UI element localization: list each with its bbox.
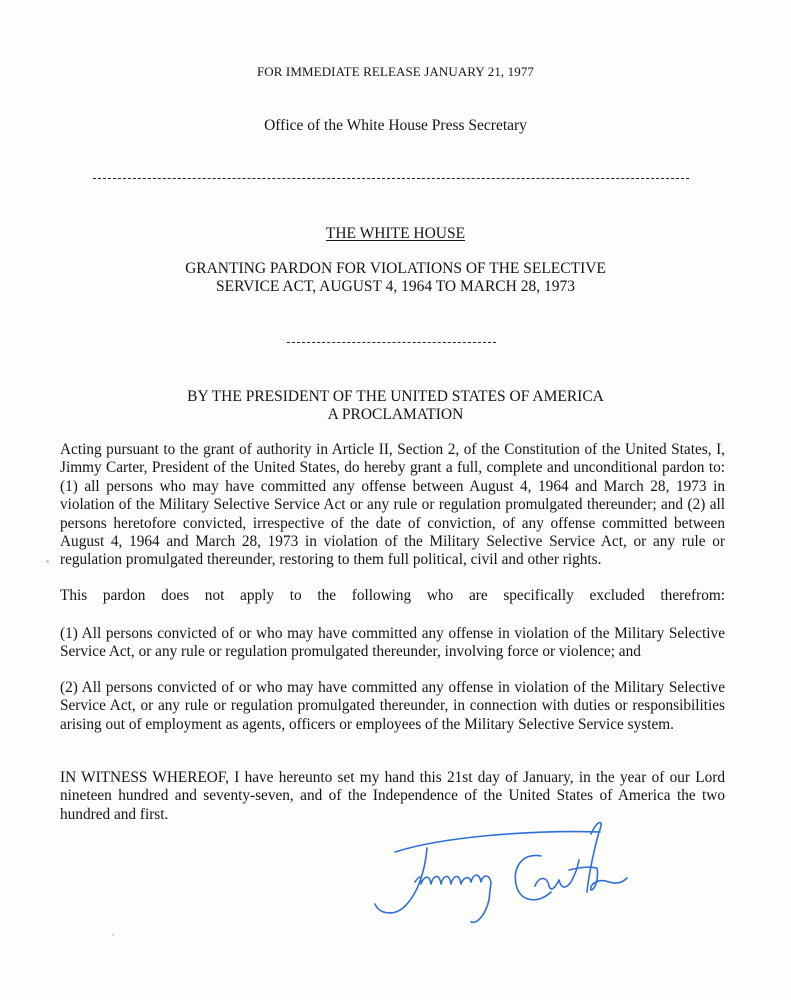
exclusion-intro-paragraph: This pardon does not apply to the following who are specifically excluded therefrom: bbox=[60, 587, 725, 604]
signature-image bbox=[365, 812, 645, 932]
release-line: FOR IMMEDIATE RELEASE JANUARY 21, 1977 bbox=[256, 64, 535, 79]
office-line: Office of the White House Press Secretary bbox=[264, 117, 527, 134]
pardon-paragraph: Acting pursuant to the grant of authority in Article II, Section 2, of the Constitution of the United States, I, Jimmy Carter, President of the United States, do hereby grant a full, complete and unconditional pardon to: (1) all persons who may have committed any offense between August 4, 1964 and March 28, 1973 in violation of the Military Selective Service Act or any rule or regulation promulgated thereunder; and (2) all persons heretofore convicted, irrespective of the date of conviction, of any offense committed between August 4, 1964 and March 28, 1973 in violation of the Military Selective Service Act, or any rule or regulation promulgated thereunder, restoring to them full political, civil and other rights. bbox=[60, 441, 725, 569]
title-line-2: SERVICE ACT, AUGUST 4, 1964 TO MARCH 28, 1973 bbox=[216, 278, 575, 295]
exclusion-2-paragraph: (2) All persons convicted of or who may have committed any offense in violation of the Military Selective Service Act, or any rule or regulation promulgated thereunder, in connection with duties or responsibilities arising out of employment as agents, officers or employees of the Military Selective Service system. bbox=[60, 679, 725, 733]
separator-long bbox=[93, 178, 689, 179]
byline-line-1: BY THE PRESIDENT OF THE UNITED STATES OF AMERICA bbox=[187, 388, 604, 405]
signature-immy-stroke bbox=[415, 875, 491, 922]
paper-speck bbox=[46, 560, 49, 563]
signature-c-stroke bbox=[515, 855, 551, 899]
signature-arter-stroke bbox=[535, 860, 627, 890]
separator-short bbox=[287, 342, 496, 343]
byline-line-2: A PROCLAMATION bbox=[327, 406, 464, 423]
white-house-heading: THE WHITE HOUSE bbox=[325, 225, 466, 242]
signature-j-stroke bbox=[375, 848, 427, 913]
exclusion-1-paragraph: (1) All persons convicted of or who may have committed any offense in violation of the Military Selective Service Act, or any rule or regulation promulgated thereunder, involving force or violence; and bbox=[60, 625, 725, 661]
witness-paragraph: IN WITNESS WHEREOF, I have hereunto set my hand this 21st day of January, in the year of our Lord nineteen hundred and seventy-seven, and of the Independence of the United States of America the two hundred and first. bbox=[60, 769, 725, 823]
proclamation-title bbox=[0, 260, 791, 296]
proclamation-byline bbox=[0, 388, 791, 424]
title-line-1: GRANTING PARDON FOR VIOLATIONS OF THE SELECTIVE bbox=[185, 260, 606, 277]
signature-sweep-stroke bbox=[395, 832, 600, 852]
paper-speck bbox=[112, 934, 114, 936]
